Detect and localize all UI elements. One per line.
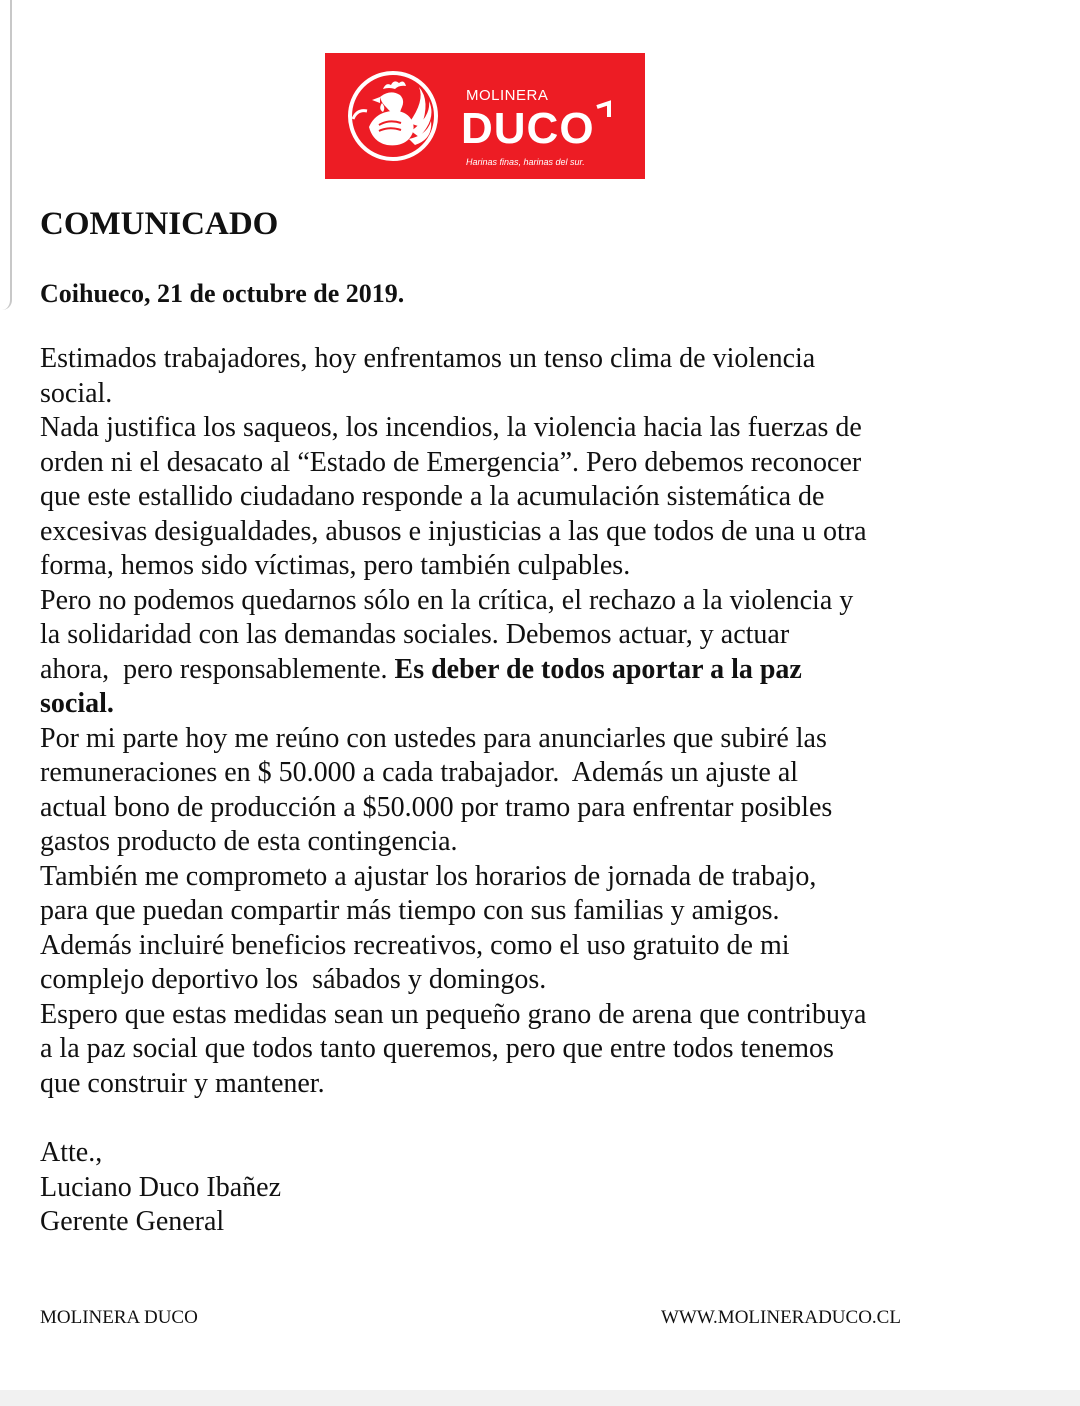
body-line: para que puedan compartir más tiempo con sus familias y amigos. [40,895,780,926]
body-line: Pero no podemos quedarnos sólo en la crítica, el rechazo a la violencia y [40,584,854,616]
body-line: la solidaridad con las demandas sociales. Debemos actuar, y actuar [40,619,790,650]
body-line: que construir y mantener. [40,1067,325,1099]
logo-brand-small: MOLINERA [466,87,549,104]
body-text-normal: ahora, pero responsablemente. [40,653,395,685]
logo-brand-big: DUCO [461,104,595,153]
body-line-mixed [40,653,940,688]
bottom-bar [0,1390,1080,1406]
signer-role: Gerente General [40,1206,225,1237]
footer-company: MOLINERA DUCO [40,1307,198,1328]
footer-website: WWW.MOLINERADUCO.CL [661,1307,901,1328]
body-line: Estimados trabajadores, hoy enfrentamos un tenso clima de violencia [40,343,816,374]
body-line: excesivas desigualdades, abusos e injusticias a las que todos de una u otra [40,515,867,547]
page-edge [0,0,12,310]
signature-block [40,1136,281,1240]
company-logo [325,53,645,179]
body-line: actual bono de producción a $50.000 por tramo para enfrentar posibles [40,791,833,823]
document-title: COMUNICADO [40,206,279,242]
body-line: social. [40,377,113,409]
body-line: remuneraciones en $ 50.000 a cada trabajador. Además un ajuste al [40,757,799,788]
body-text-bold: Es deber de todos aportar a la paz [394,653,802,685]
body-line: a la paz social que todos tanto queremos, pero que entre todos tenemos [40,1033,834,1064]
body-line: forma, hemos sido víctimas, pero también culpables. [40,550,631,581]
body-line: orden ni el desacato al “Estado de Emergencia”. Pero debemos reconocer [40,446,862,478]
logo-tagline: Harinas finas, harinas del sur. [466,157,585,167]
body-line: Nada justifica los saqueos, los incendios, la violencia hacia las fuerzas de [40,412,862,443]
body-line: Además incluiré beneficios recreativos, como el uso gratuito de mi [40,929,790,961]
body-line: complejo deportivo los sábados y domingos. [40,964,547,995]
body-line: Por mi parte hoy me reúno con ustedes para anunciarles que subiré las [40,722,827,754]
place-date: Coihueco, 21 de octubre de 2019. [40,279,405,308]
letter-body [40,342,940,1101]
body-line: que este estallido ciudadano responde a la acumulación sistemática de [40,481,825,512]
closing: Atte., [40,1137,103,1168]
body-line: También me comprometo a ajustar los horarios de jornada de trabajo, [40,860,817,892]
body-line: Espero que estas medidas sean un pequeño grano de arena que contribuya [40,998,867,1030]
body-line-bold: social. [40,688,114,719]
body-line: gastos producto de esta contingencia. [40,826,458,857]
signer-name: Luciano Duco Ibañez [40,1171,281,1203]
